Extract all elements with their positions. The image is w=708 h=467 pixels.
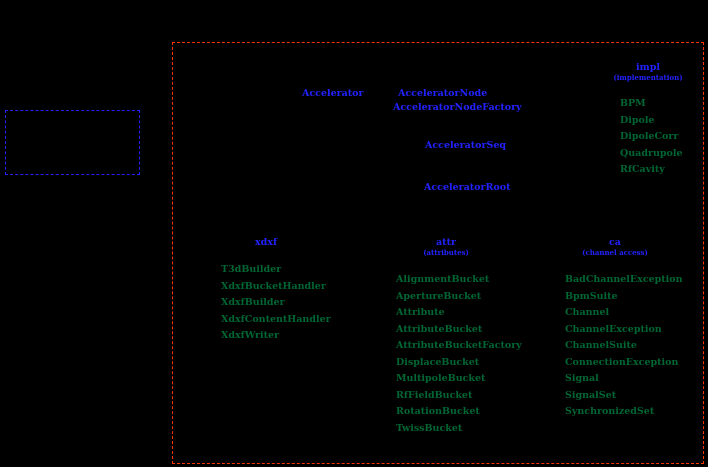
- list-item[interactable]: DisplaceBucket: [396, 356, 480, 368]
- node-accelerator-node-factory[interactable]: AcceleratorNodeFactory: [393, 102, 522, 113]
- list-item[interactable]: T3dBuilder: [221, 264, 282, 275]
- list-item[interactable]: Quadrupole: [620, 147, 683, 159]
- list-item[interactable]: RfFieldBucket: [396, 389, 473, 401]
- list-item[interactable]: SignalSet: [565, 389, 617, 401]
- group-subtitle-attr: (attributes): [423, 248, 469, 257]
- group-list-ca: [565, 272, 683, 421]
- list-item[interactable]: XdxfBuilder: [221, 297, 285, 308]
- group-title-xdxf: xdxf: [254, 237, 278, 248]
- list-item[interactable]: Dipole: [620, 114, 655, 126]
- list-item[interactable]: BadChannelException: [565, 274, 683, 285]
- group-header-attr: [396, 237, 496, 257]
- list-item[interactable]: Attribute: [396, 307, 445, 318]
- side-dashed-box: [5, 110, 140, 175]
- list-item[interactable]: SynchronizedSet: [565, 406, 655, 417]
- list-item[interactable]: ChannelException: [565, 323, 662, 335]
- group-list-impl: [620, 96, 683, 179]
- list-item[interactable]: Signal: [565, 373, 599, 384]
- group-header-impl: [598, 62, 698, 82]
- group-title-impl: impl: [636, 62, 660, 73]
- list-item[interactable]: ConnectionException: [565, 356, 679, 368]
- group-subtitle-impl: (implementation): [613, 73, 683, 82]
- node-accelerator-root[interactable]: AcceleratorRoot: [424, 182, 511, 193]
- list-item[interactable]: AlignmentBucket: [396, 274, 490, 285]
- list-item[interactable]: XdxfContentHandler: [221, 313, 331, 325]
- list-item[interactable]: RfCavity: [620, 164, 665, 175]
- group-title-attr: attr: [436, 237, 456, 248]
- group-subtitle-ca: (channel access): [582, 248, 648, 257]
- node-accelerator-node[interactable]: AcceleratorNode: [398, 88, 488, 99]
- list-item[interactable]: BpmSuite: [565, 290, 618, 302]
- list-item[interactable]: AttributeBucketFactory: [396, 340, 522, 351]
- list-item[interactable]: DipoleCorr: [620, 131, 679, 142]
- group-list-xdxf: [221, 262, 331, 345]
- list-item[interactable]: XdxfWriter: [221, 330, 280, 341]
- list-item[interactable]: XdxfBucketHandler: [221, 280, 326, 292]
- group-header-ca: [565, 237, 665, 257]
- list-item[interactable]: Channel: [565, 307, 610, 318]
- list-item[interactable]: RotationBucket: [396, 406, 480, 417]
- list-item[interactable]: ChannelSuite: [565, 340, 637, 351]
- list-item[interactable]: TwissBucket: [396, 422, 463, 434]
- list-item[interactable]: MultipoleBucket: [396, 373, 486, 384]
- group-title-ca: ca: [609, 237, 621, 248]
- list-item[interactable]: AttributeBucket: [396, 323, 483, 335]
- list-item[interactable]: BPM: [620, 98, 646, 109]
- node-accelerator[interactable]: Accelerator: [302, 88, 364, 99]
- list-item[interactable]: ApertureBucket: [396, 290, 482, 302]
- group-list-attr: [396, 272, 522, 437]
- group-header-xdxf: [216, 237, 316, 248]
- node-accelerator-seq[interactable]: AcceleratorSeq: [425, 140, 507, 151]
